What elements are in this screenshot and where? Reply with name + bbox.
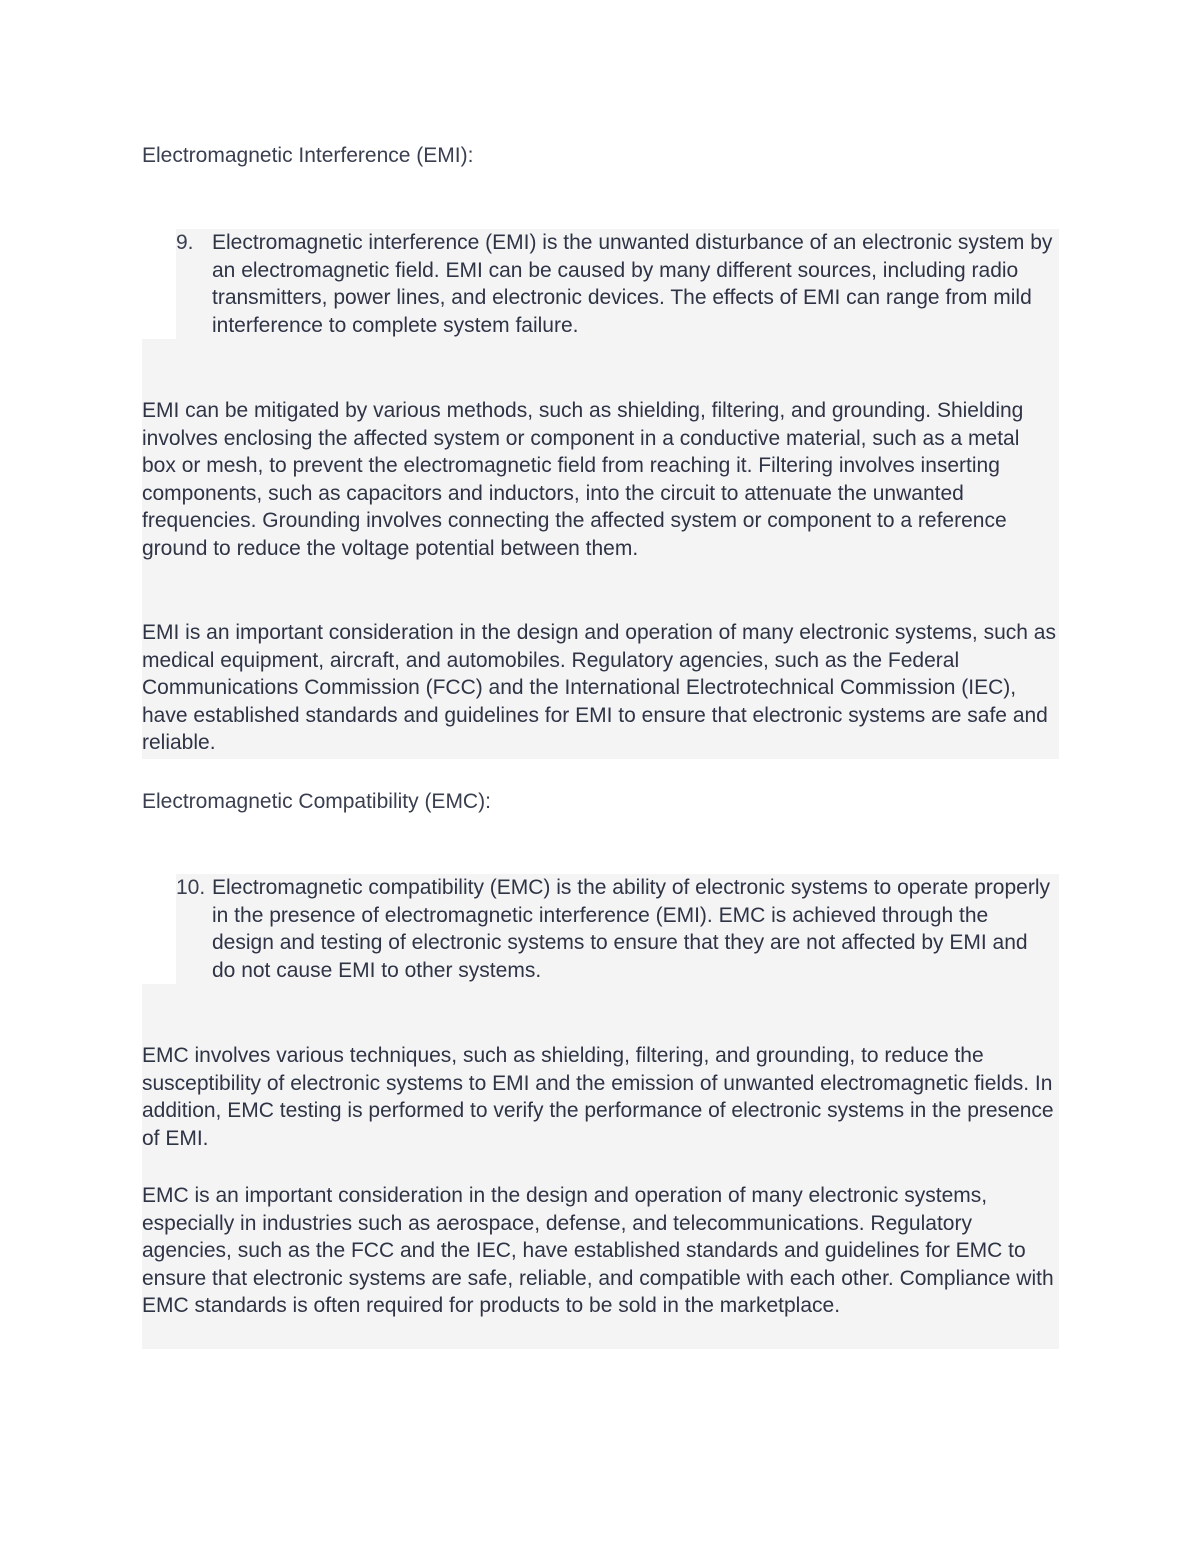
paragraph: EMI is an important consideration in the design and operation of many electronic systems, such as medical equipment, aircraft, and automobiles. Regulatory agencies, such as the Federal Communications Commission (FCC) and the International Electrotechnical Commission (IEC), have established standards and guidelines for EMI to ensure that electronic systems are safe and reliable. bbox=[142, 621, 1056, 755]
section-heading-emc: Electromagnetic Compatibility (EMC): bbox=[142, 790, 491, 813]
list-item-text: Electromagnetic interference (EMI) is the unwanted disturbance of an electronic system by an electromagnetic field. EMI can be caused by many different sources, including radio transmitters, power lines, and electronic devices. The effects of EMI can range from mild interference to complete system failure. bbox=[212, 231, 1053, 337]
list-item bbox=[142, 874, 1059, 984]
list-gutter bbox=[142, 874, 176, 984]
list-item-text: Electromagnetic compatibility (EMC) is the ability of electronic systems to operate properly in the presence of electromagnetic interference (EMI). EMC is achieved through the design and testing of electronic systems to ensure that they are not affected by EMI and do not cause EMI to other systems. bbox=[212, 876, 1050, 982]
list-item-number: 10. bbox=[176, 876, 206, 899]
paragraph: EMI can be mitigated by various methods, such as shielding, filtering, and grounding. Shielding involves enclosing the affected system or component in a conductive material, such as a metal box or mesh, to prevent the electromagnetic field from reaching it. Filtering involves inserting components, such as capacitors and inductors, into the circuit to attenuate the unwanted frequencies. Grounding involves connecting the affected system or component to a reference ground to reduce the voltage potential between them. bbox=[142, 399, 1024, 560]
emi-content-block bbox=[142, 229, 1059, 759]
paragraph: EMC involves various techniques, such as shielding, filtering, and grounding, to reduce the susceptibility of electronic systems to EMI and the emission of unwanted electromagnetic fields. In addition, EMC testing is performed to verify the performance of electronic systems in the presence of EMI. bbox=[142, 1044, 1054, 1150]
emc-content-block bbox=[142, 874, 1059, 1349]
list-gutter bbox=[142, 229, 176, 339]
paragraph: EMC is an important consideration in the design and operation of many electronic systems, especially in industries such as aerospace, defense, and telecommunications. Regulatory agencies, such as the FCC and the IEC, have established standards and guidelines for EMC to ensure that electronic systems are safe, reliable, and compatible with each other. Compliance with EMC standards is often required for products to be sold in the marketplace. bbox=[142, 1184, 1054, 1318]
section-heading-emi: Electromagnetic Interference (EMI): bbox=[142, 144, 474, 167]
list-item bbox=[142, 229, 1059, 339]
list-item-number: 9. bbox=[176, 231, 194, 254]
